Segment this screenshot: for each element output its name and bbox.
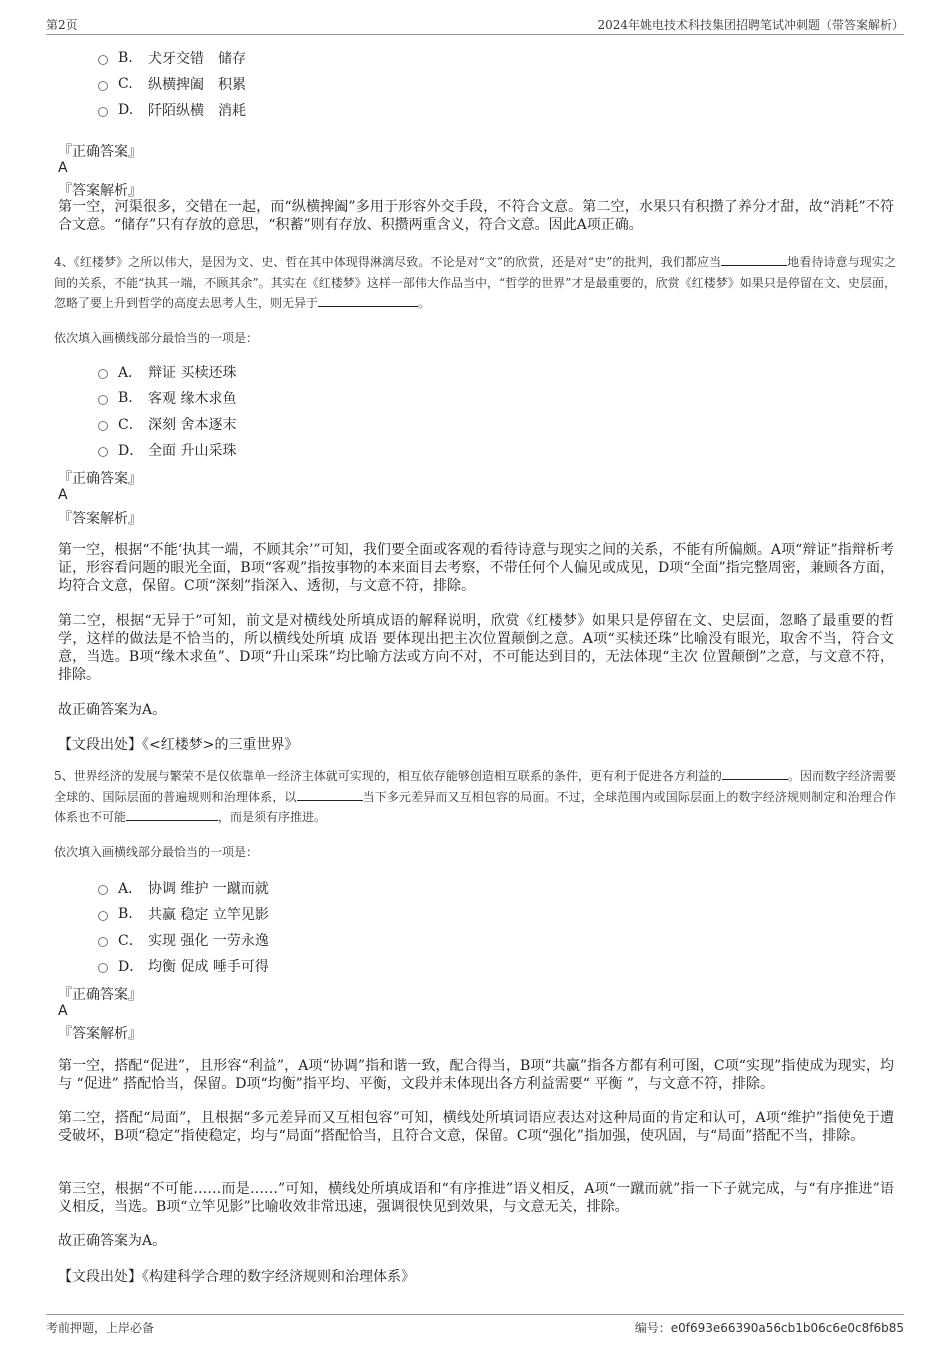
q3-analysis: 第一空，河渠很多，交错在一起，而“纵横捭阖”多用于形容外交手段，不符合文意。第二空，水果只有积攒了养分才甜，故“消耗”不符合文意。“储存”只有存放的意思，“积蓄”则有存放、积攒两重含义，符合文意。因此A项正确。 [58,199,894,233]
option-letter: C． [118,417,143,433]
option-letter: D． [118,443,144,459]
q5-answer-label: 『正确答案』 [58,987,142,1003]
radio-icon[interactable] [98,447,108,457]
q3-analysis-label: 『答案解析』 [58,183,142,199]
footer-slogan: 考前押题，上岸必备 [46,1320,155,1335]
radio-icon[interactable] [98,963,108,973]
q4-text-3: 。 [418,296,431,310]
option-text: 纵横捭阖 积累 [148,77,246,93]
q4-analysis-2: 第二空，根据“无异于”可知，前文是对横线处所填成语的解释说明，欣赏《红楼梦》如果只是停留在文、史层面，忽略了最重要的哲学，这样的做法是不恰当的，所以横线处所填 成语 要体现出把主次位置颠倒之意。A项“买椟还珠”比喻没有眼光，取舍不当，符合文意，当选。B项“缘木求鱼”、D项“升山采珠”均比喻方法或方向不对，不可能达到目的，无法体现“主次 位置颠倒”之意，与文意不符，排除。 [58,613,894,683]
q4-option-b[interactable] [98,388,236,408]
blank-line [297,788,363,801]
q5-conclusion: 故正确答案为A。 [58,1233,167,1249]
document-code [635,1319,904,1336]
option-text: 犬牙交错 储存 [148,51,246,67]
page-number: 第2页 [46,17,78,32]
q5-source: 【文段出处】《构建科学合理的数字经济规则和治理体系》 [58,1269,415,1285]
q5-option-b[interactable] [98,904,269,924]
radio-icon[interactable] [98,395,108,405]
option-letter: C. [118,76,133,92]
q4-answer-label: 『正确答案』 [58,471,142,487]
page-header [46,14,904,35]
option-text: 全面 升山采珠 [148,443,237,459]
q4-option-a[interactable] [98,362,236,382]
radio-icon[interactable] [98,911,108,921]
q4-conclusion: 故正确答案为A。 [58,702,167,718]
q5-prompt: 依次填入画横线部分最恰当的一项是： [54,845,259,859]
q4-answer: A [58,487,68,503]
radio-icon[interactable] [98,81,108,91]
q3-answer-label: 『正确答案』 [58,144,142,160]
q4-text-2: 地看待诗意与现实之间的关系，不能“执其一端，不顾其余”。其实在《红楼梦》这样一部伟大作品当中，“哲学的世界”才是最重要的，欣赏《红楼梦》如果只是停留在文、史层面，忽略了要上升到哲学的高度去思考人生，则无异于 [54,255,896,310]
option-text: 阡陌纵横 消耗 [148,103,246,119]
q3-option-b[interactable] [98,48,246,68]
option-text: 实现 强化 一劳永逸 [148,933,269,949]
q4-option-d[interactable] [98,440,236,460]
option-letter: C． [118,933,143,949]
q5-option-d[interactable] [98,956,269,976]
q5-analysis-3: 第三空，根据“不可能……而是……”可知，横线处所填成语和“有序推进”语义相反，A项“一蹴而就”指一下子就完成，与“有序推进”语义相反，当选。B项“立竿见影”比喻收效非常迅速，强调很快见到效果，与文意无关，排除。 [58,1181,894,1215]
blank-line [318,294,418,307]
q5-option-a[interactable] [98,878,269,898]
option-letter: D． [118,959,144,975]
q4-question [54,252,896,314]
q3-option-d[interactable] [98,100,246,120]
q4-option-c[interactable] [98,414,236,434]
radio-icon[interactable] [98,369,108,379]
option-letter: A． [118,365,143,381]
option-text: 共赢 稳定 立竿见影 [148,907,269,923]
q5-text-2: 。因而数字经济需要全球的、国际层面的普遍规则和治理体系，以 [54,769,896,804]
option-letter: B. [118,50,133,66]
q3-option-c[interactable] [98,74,246,94]
q5-answer: A [58,1003,68,1019]
option-text: 客观 缘木求鱼 [148,391,237,407]
blank-line [126,808,218,821]
option-text: 协调 维护 一蹴而就 [148,881,269,897]
q4-analysis-1: 第一空，根据“不能‘执其一端，不顾其余’”可知，我们要全面或客观的看待诗意与现实之间的关系，不能有所偏颇。A项“辩证”指辩析考证，形容看问题的眼光全面，B项“客观”指按事物的本来面目去考察，不带任何个人偏见或成见，D项“全面”指完整周密，兼顾各方面，均符合文意，保留。C项“深刻”指深入、透彻，与文意不符，排除。 [58,542,894,594]
q5-text-3: 当下多元差异而又互相包容的局面。不过，全球范围内或国际层面上的数字经济规则制定和治理合作体系也不可能 [54,789,896,824]
radio-icon[interactable] [98,885,108,895]
blank-line [721,253,787,266]
radio-icon[interactable] [98,107,108,117]
q3-answer: A [58,160,68,176]
q5-question [54,766,896,828]
document-title: 2024年姚电技术科技集团招聘笔试冲刺题（带答案解析） [597,17,904,32]
radio-icon[interactable] [98,421,108,431]
radio-icon[interactable] [98,55,108,65]
q5-text-1: 5、世界经济的发展与繁荣不是仅依靠单一经济主体就可实现的，相互依存能够创造相互联系的条件，更有利于促进各方利益的 [54,769,722,783]
option-letter: B. [118,906,133,922]
option-letter: B. [118,390,133,406]
option-text: 深刻 舍本逐末 [148,417,237,433]
code-label: 编号： [634,1320,671,1335]
option-letter: D. [118,102,134,118]
page-footer [46,1314,904,1336]
blank-line [722,767,788,780]
q4-source: 【文段出处】《<红楼梦>的三重世界》 [58,737,299,753]
q5-analysis-1: 第一空，搭配“促进”，且形容“利益”，A项“协调”指和谐一致，配合得当，B项“共赢”指各方都有利可图，C项“实现”指使成为现实，均与 “促进” 搭配恰当，保留。D项“均衡”指平均、平衡，文段并未体现出各方利益需要“ 平衡 ”，与文意不符，排除。 [58,1058,894,1092]
option-letter: A． [118,881,143,897]
q5-analysis-label: 『答案解析』 [58,1026,142,1042]
radio-icon[interactable] [98,937,108,947]
option-text: 均衡 促成 唾手可得 [148,959,269,975]
q5-analysis-2: 第二空，搭配“局面”，且根据“多元差异而又互相包容”可知，横线处所填词语应表达对这种局面的肯定和认可，A项“维护”指使免于遭受破坏，B项“稳定”指使稳定，均与“局面”搭配恰当，且符合文意，保留。C项“强化”指加强，使巩固，与“局面”搭配不当，排除。 [58,1110,894,1144]
q5-option-c[interactable] [98,930,269,950]
q4-text-1: 4、《红楼梦》之所以伟大，是因为文、史、哲在其中体现得淋漓尽致。不论是对“文”的欣赏，还是对“史”的批判，我们都应当 [54,255,722,269]
option-text: 辩证 买椟还珠 [148,365,237,381]
code-value: e0f693e66390a56cb1b06c6e0c8f6b85 [670,1320,904,1335]
q4-prompt: 依次填入画横线部分最恰当的一项是： [54,331,259,345]
q4-analysis-label: 『答案解析』 [58,511,142,527]
q5-text-4: ，而是须有序推进。 [218,810,327,824]
